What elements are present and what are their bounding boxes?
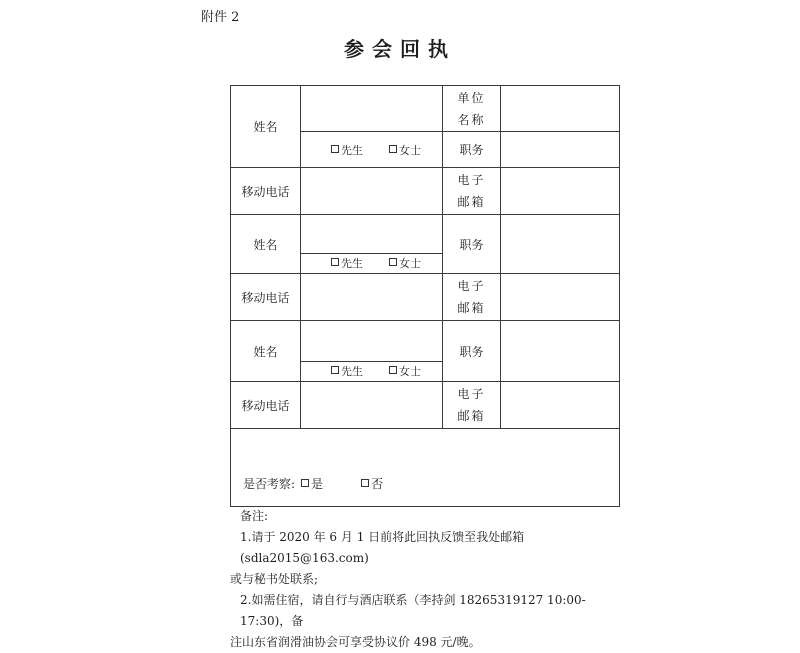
exam-row [231, 429, 620, 507]
checkbox-icon [389, 145, 397, 153]
checkbox-icon [331, 366, 339, 374]
unit-label: 单位 名称 [443, 86, 501, 132]
mobile-label-3: 移动电话 [231, 382, 301, 429]
mobile-input-1[interactable] [301, 168, 443, 215]
notes-line-2: 或与秘书处联系; [230, 572, 319, 586]
notes-section [230, 506, 630, 653]
position-label-1: 职务 [443, 132, 501, 168]
position-input-2[interactable] [501, 215, 620, 274]
checkbox-icon [389, 258, 397, 266]
email-label-1: 电子 邮箱 [443, 168, 501, 215]
ms-checkbox-1[interactable]: 女士 [389, 144, 421, 157]
page-title: 参会回执 [344, 37, 456, 61]
checkbox-icon [361, 479, 369, 487]
exam-yes-checkbox[interactable]: 是 [301, 477, 323, 491]
attachment-label: 附件 2 [201, 10, 240, 25]
gender-options-3 [301, 362, 442, 378]
gender-options-2 [301, 254, 442, 270]
checkbox-icon [389, 366, 397, 374]
mobile-input-2[interactable] [301, 274, 443, 321]
position-label-2: 职务 [443, 215, 501, 274]
notes-heading: 备注: [240, 509, 269, 523]
notes-line-4: 注山东省润滑油协会可享受协议价 498 元/晚。 [230, 635, 481, 649]
ms-checkbox-2[interactable]: 女士 [389, 257, 421, 270]
name-label-1: 姓名 [231, 86, 301, 168]
name-input-1[interactable] [301, 86, 443, 132]
unit-input[interactable] [501, 86, 620, 132]
mr-checkbox-1[interactable]: 先生 [331, 144, 363, 157]
email-input-2[interactable] [501, 274, 620, 321]
email-label-3: 电子 邮箱 [443, 382, 501, 429]
gender-options-1 [301, 132, 443, 168]
name-input-2[interactable] [301, 219, 442, 254]
name-label-3: 姓名 [231, 321, 301, 382]
email-input-1[interactable] [501, 168, 620, 215]
name-label-2: 姓名 [231, 215, 301, 274]
mobile-input-3[interactable] [301, 382, 443, 429]
exam-no-checkbox[interactable]: 否 [361, 477, 383, 491]
name-input-3[interactable] [301, 325, 442, 362]
position-input-1[interactable] [501, 132, 620, 168]
email-input-3[interactable] [501, 382, 620, 429]
checkbox-icon [301, 479, 309, 487]
exam-label: 是否考察: [243, 477, 296, 491]
checkbox-icon [331, 258, 339, 266]
email-label-2: 电子 邮箱 [443, 274, 501, 321]
notes-line-3: 2.如需住宿，请自行与酒店联系（李持剑 18265319127 10:00-17:30)，备 [240, 593, 586, 628]
mr-checkbox-2[interactable]: 先生 [331, 257, 363, 270]
mr-checkbox-3[interactable]: 先生 [331, 365, 363, 378]
ms-checkbox-3[interactable]: 女士 [389, 365, 421, 378]
name-cell-3 [301, 321, 443, 382]
mobile-label-2: 移动电话 [231, 274, 301, 321]
registration-form-table [230, 85, 620, 507]
position-label-3: 职务 [443, 321, 501, 382]
checkbox-icon [331, 145, 339, 153]
mobile-label-1: 移动电话 [231, 168, 301, 215]
name-cell-2 [301, 215, 443, 274]
notes-line-1: 1.请于 2020 年 6 月 1 日前将此回执反馈至我处邮箱(sdla2015@163.com) [240, 530, 525, 565]
position-input-3[interactable] [501, 321, 620, 382]
